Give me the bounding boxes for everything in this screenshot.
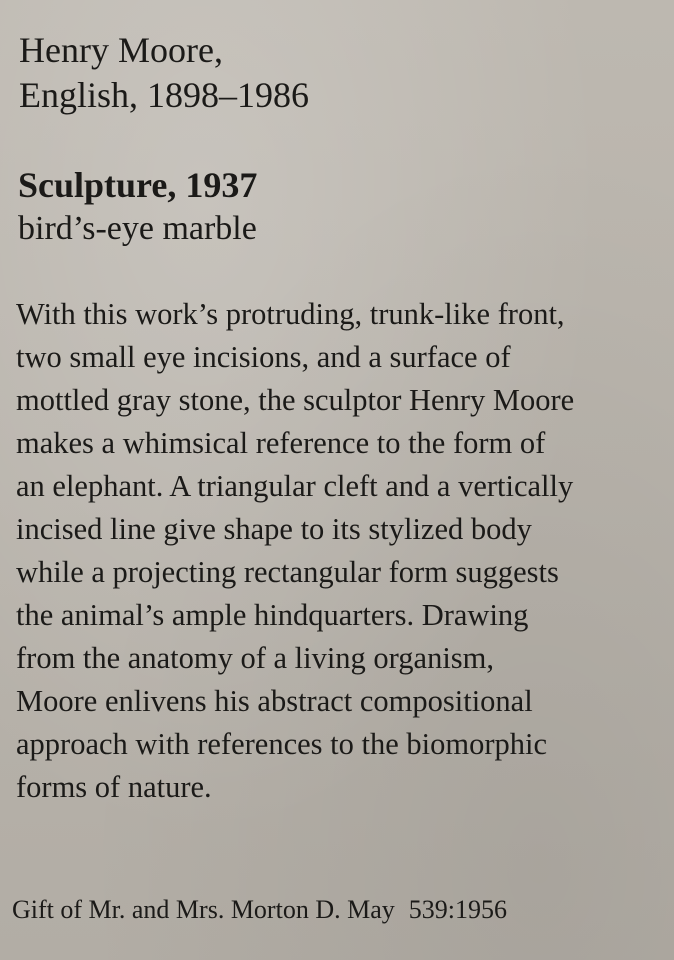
artwork-title-line (18, 163, 257, 208)
description-line: mottled gray stone, the sculptor Henry Moore (16, 383, 575, 417)
credit-line (12, 890, 507, 930)
artist-nationality-dates: English, 1898–1986 (19, 75, 310, 115)
artwork-description (16, 293, 666, 809)
description-line: With this work’s protruding, trunk-like front, (16, 297, 565, 331)
description-line: Moore enlivens his abstract compositional (16, 684, 533, 718)
accession-number: 539:1956 (408, 895, 507, 924)
artist-block (19, 28, 309, 118)
description-line: forms of nature. (16, 770, 212, 804)
artwork-title-separator: , (167, 165, 186, 205)
description-line: two small eye incisions, and a surface of (16, 340, 511, 374)
artwork-year: 1937 (185, 165, 258, 205)
description-line: an elephant. A triangular cleft and a vertically (16, 469, 574, 503)
description-line: while a projecting rectangular form suggests (16, 555, 559, 589)
description-line: incised line give shape to its stylized body (16, 512, 532, 546)
description-line: makes a whimsical reference to the form of (16, 426, 546, 460)
description-line: from the anatomy of a living organism, (16, 641, 495, 675)
description-line: approach with references to the biomorphic (16, 727, 547, 761)
artwork-title: Sculpture (18, 165, 168, 205)
description-line: the animal’s ample hindquarters. Drawing (16, 598, 529, 632)
artwork-medium: bird’s-eye marble (18, 210, 257, 247)
credit-donor: Gift of Mr. and Mrs. Morton D. May (12, 895, 395, 924)
artist-name: Henry Moore, (19, 30, 223, 70)
